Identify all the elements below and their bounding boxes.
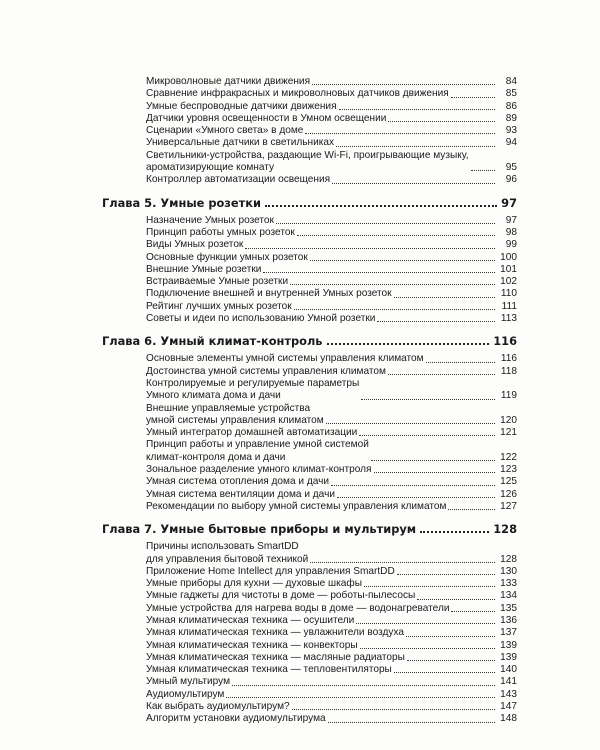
entry-title-text: Умная климатическая техника — масляные радиаторы xyxy=(146,651,405,663)
entry-title-text: Рекомендации по выбору умной системы управления климатом xyxy=(146,500,447,512)
entry-title xyxy=(146,301,292,313)
toc-entry[interactable] xyxy=(146,113,517,125)
chapter-page-number: 97 xyxy=(501,195,517,210)
entry-title-text: Алгоритм установки аудиомультирума xyxy=(146,713,326,725)
chapter-entries xyxy=(146,541,517,725)
entry-title-text: Умная система отопления дома и дачи xyxy=(146,476,330,488)
toc-entry[interactable] xyxy=(146,652,517,664)
entry-title xyxy=(146,125,303,137)
toc-entry[interactable] xyxy=(146,264,517,276)
entry-page-number: 123 xyxy=(500,464,517,476)
entry-title xyxy=(146,713,326,725)
entry-title-text: Сравнение инфракрасных и микроволновых датчиков движения xyxy=(146,88,449,100)
entry-title xyxy=(146,137,334,149)
entry-page-number: 134 xyxy=(500,590,517,602)
dot-leader xyxy=(327,343,490,345)
dot-leader xyxy=(292,709,495,710)
entry-page-number: 130 xyxy=(500,565,517,577)
entry-title xyxy=(146,313,375,325)
dot-leader xyxy=(359,435,495,436)
dot-leader xyxy=(226,697,495,698)
toc-entry[interactable] xyxy=(146,640,517,652)
entry-title xyxy=(146,689,224,701)
entry-page-number: 89 xyxy=(505,112,517,124)
entry-page-number: 97 xyxy=(505,214,517,226)
toc-entry[interactable] xyxy=(146,439,517,464)
toc-entry[interactable] xyxy=(146,125,517,137)
dot-leader xyxy=(364,586,495,587)
entry-page-number: 111 xyxy=(501,300,517,312)
toc-entry[interactable] xyxy=(146,288,517,300)
entry-page-number: 113 xyxy=(500,313,517,325)
entry-title-text: Умная система вентиляции дома и дачи xyxy=(146,488,335,500)
entry-title xyxy=(146,264,261,276)
toc-entry[interactable] xyxy=(146,476,517,488)
entry-title-line: ароматизирующие комнату xyxy=(146,162,275,174)
chapter-page-number: 128 xyxy=(493,522,517,537)
entry-title-line: для управления бытовой техникой xyxy=(146,553,309,565)
entry-title-text: Умные гаджеты для чистоты в доме — роботы-пылесосы xyxy=(146,590,416,602)
entry-title xyxy=(146,276,288,288)
toc-entry[interactable] xyxy=(146,713,517,725)
dot-leader xyxy=(356,623,495,624)
entry-title-text: Аудиомультирум xyxy=(146,688,225,700)
chapter-title: Глава 7. Умные бытовые приборы и мультирум xyxy=(102,522,417,537)
entry-page-number: 143 xyxy=(500,688,517,700)
dot-leader xyxy=(312,84,495,85)
entry-title xyxy=(146,464,372,476)
entry-title-text: Принцип работы умных розеток xyxy=(146,226,295,238)
dot-leader xyxy=(310,562,495,563)
toc-entry[interactable] xyxy=(146,313,517,325)
chapter-entries xyxy=(146,215,517,326)
entry-page-number: 126 xyxy=(500,488,517,500)
toc-entry[interactable] xyxy=(146,701,517,713)
entry-page-number: 137 xyxy=(500,627,517,639)
entry-page-number: 94 xyxy=(505,137,517,149)
dot-leader xyxy=(290,284,495,285)
dot-leader xyxy=(406,636,495,637)
entry-page-number: 125 xyxy=(500,476,517,488)
entry-page-number: 84 xyxy=(505,76,517,87)
entry-page-number: 95 xyxy=(505,162,517,174)
entry-title xyxy=(146,615,354,627)
dot-leader xyxy=(451,611,495,612)
dot-leader xyxy=(371,460,495,461)
toc-entry[interactable] xyxy=(146,615,517,627)
chapter-title: Глава 5. Умные розетки xyxy=(102,195,261,210)
entry-page-number: 98 xyxy=(505,226,517,238)
entry-page-number: 147 xyxy=(500,701,517,713)
entry-title xyxy=(146,476,329,488)
entry-title xyxy=(146,76,310,88)
entry-title-text: Умная климатическая техника — увлажнители воздуха xyxy=(146,627,404,639)
entry-page-number: 118 xyxy=(500,365,517,377)
entry-title-text: Рейтинг лучших умных розеток xyxy=(146,300,292,312)
entry-page-number: 136 xyxy=(500,614,517,626)
toc-entry[interactable] xyxy=(146,676,517,688)
entry-page-number: 119 xyxy=(500,390,517,402)
dot-leader xyxy=(420,531,489,533)
chapter-heading[interactable] xyxy=(102,522,517,536)
toc-entry[interactable] xyxy=(146,541,517,566)
dot-leader xyxy=(276,223,495,224)
entry-title-text: Умный интегратор домашней автоматизации xyxy=(146,427,358,439)
toc-entry[interactable] xyxy=(146,378,517,403)
entry-page-number: 86 xyxy=(505,100,517,112)
dot-leader xyxy=(394,672,495,673)
chapter-heading[interactable] xyxy=(102,196,517,210)
dot-leader xyxy=(377,321,495,322)
dot-leader xyxy=(360,648,495,649)
entry-title xyxy=(146,652,405,664)
toc-entry[interactable] xyxy=(146,101,517,113)
entry-title-text: Советы и идеи по использованию Умной розетки xyxy=(146,313,376,325)
toc-entry[interactable] xyxy=(146,403,517,428)
entry-title xyxy=(146,288,392,300)
entry-title xyxy=(146,541,308,566)
toc-entry[interactable] xyxy=(146,366,517,378)
entry-title xyxy=(146,150,469,175)
entry-title xyxy=(146,627,404,639)
dot-leader xyxy=(310,260,495,261)
entry-title xyxy=(146,578,362,590)
entry-title xyxy=(146,701,290,713)
entry-title-text: Умные устройства для нагрева воды в доме — водонагреватели xyxy=(146,602,450,614)
dot-leader xyxy=(388,374,495,375)
entry-title-text: Микроволновые датчики движения xyxy=(146,76,311,87)
chapter-heading[interactable] xyxy=(102,334,517,348)
toc-entry[interactable] xyxy=(146,689,517,701)
entry-page-number: 120 xyxy=(500,414,517,426)
entry-title-line: климат-контроля дома и дачи xyxy=(146,451,286,463)
entry-title xyxy=(146,113,386,125)
entry-title-text: Назначение Умных розеток xyxy=(146,214,274,226)
chapter-title: Глава 6. Умный климат-контроль xyxy=(102,334,323,349)
toc-entry[interactable] xyxy=(146,276,517,288)
entry-title-text: Подключение внешней и внутренней Умных розеток xyxy=(146,288,392,300)
toc-entry[interactable] xyxy=(146,252,517,264)
dot-leader xyxy=(374,472,496,473)
entry-page-number: 99 xyxy=(505,239,517,251)
entry-title-text: Умный мультирум xyxy=(146,676,231,688)
entry-page-number: 93 xyxy=(505,125,517,137)
toc-entry[interactable] xyxy=(146,566,517,578)
entry-title-line: Контролируемые и регулируемые параметры xyxy=(146,377,360,389)
toc-entry[interactable] xyxy=(146,501,517,513)
entry-title-line: Внешние управляемые устройства xyxy=(146,402,311,414)
entry-title-text: Сценарии «Умного света» в доме xyxy=(146,125,304,137)
entry-title-line: Принцип работы и управление умной системой xyxy=(146,439,369,451)
table-of-contents xyxy=(102,76,517,726)
toc-entry[interactable] xyxy=(146,88,517,100)
dot-leader xyxy=(294,309,495,310)
dot-leader xyxy=(337,497,495,498)
entry-page-number: 122 xyxy=(500,451,517,463)
toc-entry[interactable] xyxy=(146,664,517,676)
dot-leader xyxy=(388,121,495,122)
entry-title xyxy=(146,489,335,501)
entry-title-text: Контроллер автоматизации освещения xyxy=(146,174,331,186)
toc-entry[interactable] xyxy=(146,590,517,602)
entry-title xyxy=(146,676,230,688)
dot-leader xyxy=(232,685,495,686)
entry-page-number: 116 xyxy=(500,353,517,365)
entry-title-line: Умного климата дома и дачи xyxy=(146,390,281,402)
toc-entry[interactable] xyxy=(146,301,517,313)
entry-page-number: 139 xyxy=(500,651,517,663)
entry-title xyxy=(146,664,392,676)
entry-title-text: Умные приборы для кухни — духовые шкафы xyxy=(146,578,362,590)
entry-title-line: Причины использовать SmartDD xyxy=(146,541,299,553)
dot-leader xyxy=(361,399,495,400)
entry-title-text: Умные беспроводные датчики движения xyxy=(146,100,337,112)
entry-page-number: 128 xyxy=(500,553,517,565)
entry-page-number: 139 xyxy=(500,639,517,651)
toc-entry[interactable] xyxy=(146,174,517,186)
entry-title xyxy=(146,501,446,513)
entry-title xyxy=(146,353,424,365)
toc-entry[interactable] xyxy=(146,427,517,439)
intro-entries xyxy=(146,76,517,187)
entry-title-text: Основные функции умных розеток xyxy=(146,251,308,263)
entry-title xyxy=(146,215,274,227)
toc-entry[interactable] xyxy=(146,464,517,476)
dot-leader xyxy=(397,574,495,575)
dot-leader xyxy=(263,272,495,273)
entry-title-text: Универсальные датчики в светильниках xyxy=(146,137,335,149)
entry-title-text: Умная климатическая техника — тепловентиляторы xyxy=(146,664,392,676)
entry-title-text: Зональное разделение умного климат-контроля xyxy=(146,464,372,476)
entry-title xyxy=(146,88,449,100)
toc-entry[interactable] xyxy=(146,215,517,227)
entry-page-number: 140 xyxy=(500,664,517,676)
dot-leader xyxy=(331,485,495,486)
toc-entry[interactable] xyxy=(146,137,517,149)
dot-leader xyxy=(326,423,495,424)
dot-leader xyxy=(417,599,495,600)
entry-page-number: 96 xyxy=(505,174,517,186)
entry-page-number: 133 xyxy=(500,578,517,590)
entry-title-text: Умная климатическая техника — конвекторы xyxy=(146,639,358,651)
entry-page-number: 110 xyxy=(500,288,517,300)
dot-leader xyxy=(297,235,495,236)
dot-leader xyxy=(336,146,495,147)
entry-title xyxy=(146,174,330,186)
entry-page-number: 101 xyxy=(500,263,517,275)
toc-entry[interactable] xyxy=(146,227,517,239)
entry-page-number: 102 xyxy=(500,276,517,288)
toc-entry[interactable] xyxy=(146,627,517,639)
dot-leader xyxy=(448,509,495,510)
entry-page-number: 121 xyxy=(500,427,517,439)
toc-entry[interactable] xyxy=(146,76,517,88)
dot-leader xyxy=(426,362,495,363)
entry-title-text: Достоинства умной системы управления климатом xyxy=(146,365,386,377)
entry-title xyxy=(146,603,449,615)
toc-entry[interactable] xyxy=(146,578,517,590)
entry-page-number: 135 xyxy=(500,602,517,614)
entry-page-number: 100 xyxy=(500,251,517,263)
entry-title xyxy=(146,227,295,239)
dot-leader xyxy=(328,722,495,723)
entry-title-text: Как выбрать аудиомультирум? xyxy=(146,701,290,713)
entry-title xyxy=(146,101,337,113)
dot-leader xyxy=(305,133,495,134)
dot-leader xyxy=(245,248,495,249)
entry-page-number: 127 xyxy=(500,500,517,512)
entry-title xyxy=(146,252,308,264)
dot-leader xyxy=(339,109,495,110)
entry-title xyxy=(146,378,359,403)
dot-leader xyxy=(265,205,497,207)
chapter-page-number: 116 xyxy=(493,334,517,349)
dot-leader xyxy=(471,170,495,171)
chapter-entries xyxy=(146,353,517,513)
entry-title xyxy=(146,403,324,428)
entry-page-number: 141 xyxy=(500,676,517,688)
entry-page-number: 148 xyxy=(500,713,517,725)
toc-entry[interactable] xyxy=(146,489,517,501)
dot-leader xyxy=(451,97,495,98)
entry-title-text: Внешние Умные розетки xyxy=(146,263,262,275)
toc-entry[interactable] xyxy=(146,603,517,615)
toc-entry[interactable] xyxy=(146,239,517,251)
dot-leader xyxy=(407,660,495,661)
dot-leader xyxy=(332,183,495,184)
toc-entry[interactable] xyxy=(146,150,517,175)
entry-title xyxy=(146,640,358,652)
entry-title-line: Светильники-устройства, раздающие Wi-Fi, проигрывающие музыку, xyxy=(146,149,469,161)
entry-title-text: Основные элементы умной системы управления климатом xyxy=(146,353,424,365)
entry-title xyxy=(146,239,243,251)
entry-title xyxy=(146,439,369,464)
entry-title-text: Датчики уровня освещенности в Умном освещении xyxy=(146,112,387,124)
entry-title-text: Виды Умных розеток xyxy=(146,239,244,251)
dot-leader xyxy=(394,297,495,298)
entry-title-text: Встраиваемые Умные розетки xyxy=(146,276,289,288)
entry-title xyxy=(146,427,357,439)
entry-title-text: Умная климатическая техника — осушители xyxy=(146,614,355,626)
entry-title xyxy=(146,566,395,578)
entry-page-number: 85 xyxy=(505,88,517,100)
entry-title-line: умной системы управления климатом xyxy=(146,414,324,426)
entry-title xyxy=(146,366,386,378)
entry-title-text: Приложение Home Intellect для управления SmartDD xyxy=(146,565,395,577)
toc-entry[interactable] xyxy=(146,353,517,365)
entry-title xyxy=(146,590,415,602)
